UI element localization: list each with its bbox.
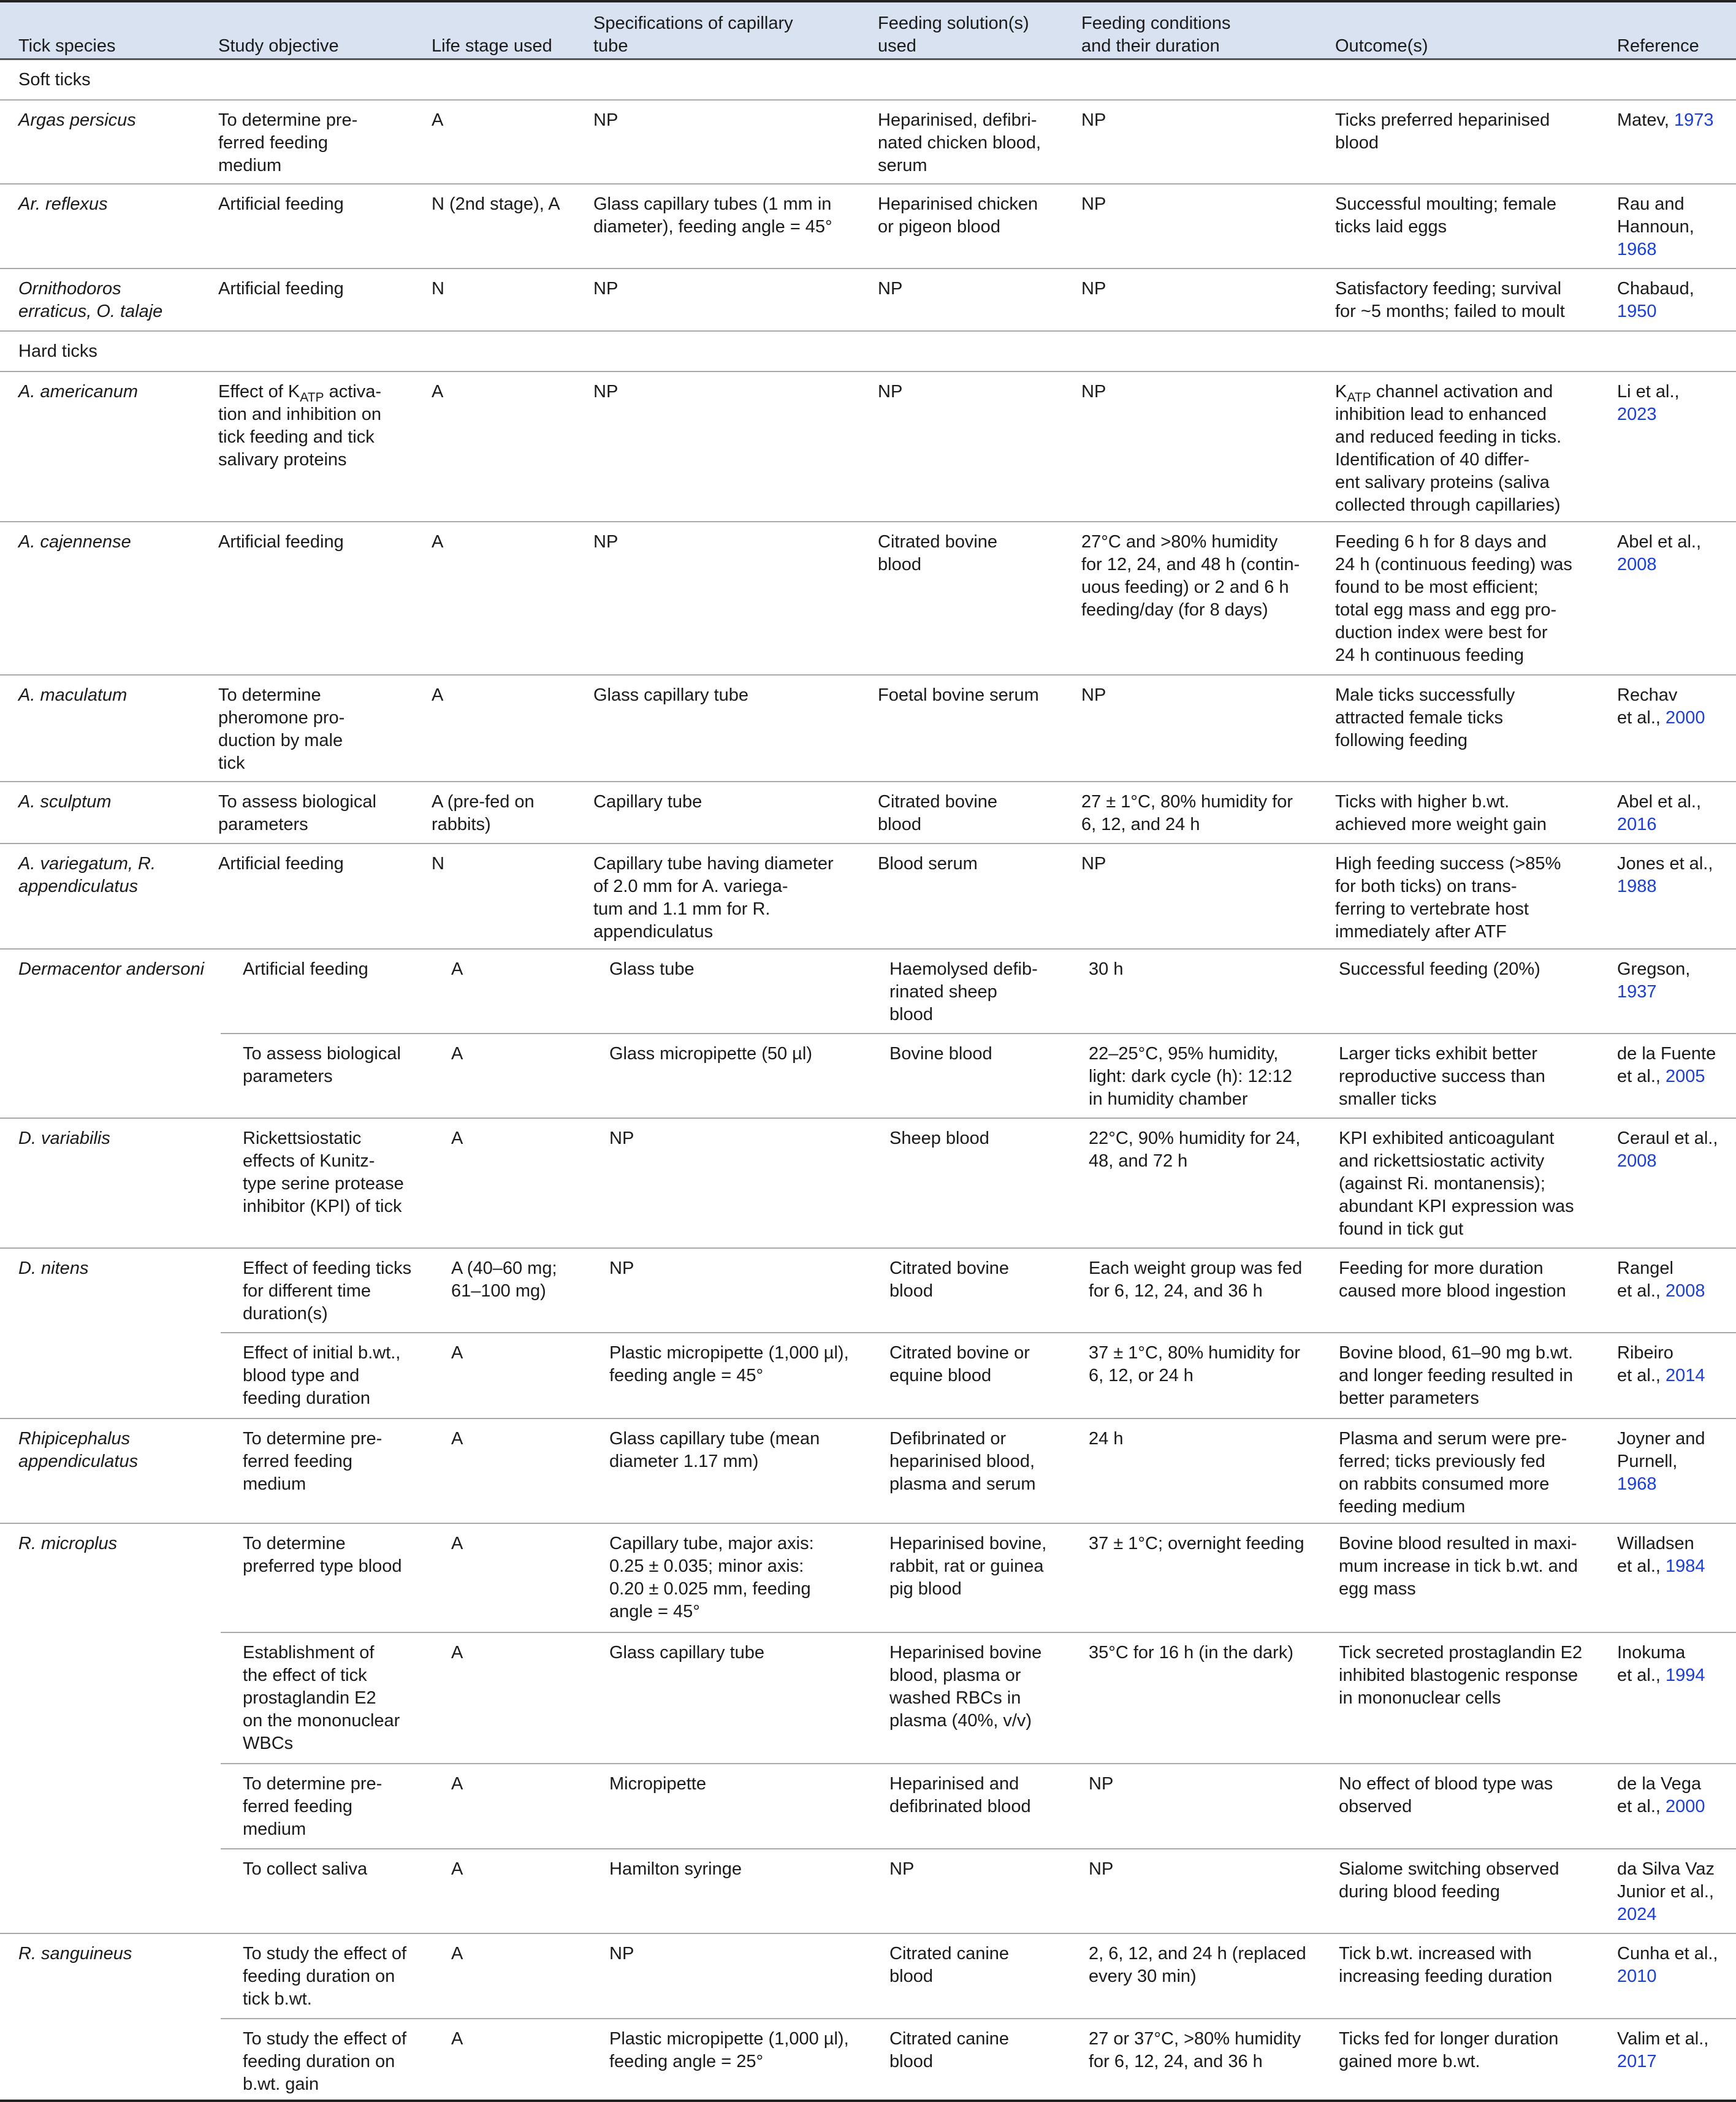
reference-cell: [1617, 958, 1690, 1003]
life-stage-cell: A: [451, 1534, 463, 1553]
feeding-solution-cell: Sheep blood: [889, 1129, 989, 1148]
life-stage-cell: N (2nd stage), A: [432, 194, 560, 214]
outcome-cell: Ticks fed for longer duration gained more b.wt.: [1339, 2029, 1559, 2071]
reference-cell: [1617, 1342, 1705, 1387]
reference-author: Rau and Hannoun,: [1617, 194, 1694, 237]
reference-author: Jones et al.,: [1617, 854, 1713, 874]
feeding-conditions-cell: 37 ± 1°C, 80% humidity for 6, 12, or 24 h: [1089, 1343, 1301, 1385]
feeding-solution-cell: Heparinised chicken or pigeon blood: [878, 194, 1038, 237]
feeding-solution-cell: Haemolysed defib- rinated sheep blood: [889, 959, 1038, 1024]
life-stage-cell: A: [432, 382, 444, 402]
life-stage-cell: A: [451, 959, 463, 979]
reference-year: 2005: [1666, 1067, 1705, 1086]
feeding-conditions-cell: 22–25°C, 95% humidity, light: dark cycle (h): 12:12 in humidity chamber: [1089, 1044, 1293, 1109]
reference-cell: [1617, 1257, 1705, 1303]
table-row: [0, 1333, 1736, 1419]
table-row: [0, 1524, 1736, 1633]
column-header: Outcome(s): [1335, 36, 1428, 56]
capillary-spec-cell: Glass capillary tube (mean diameter 1.17 mm): [609, 1429, 820, 1471]
objective-cell: To assess biological parameters: [218, 792, 376, 834]
feeding-solution-cell: Heparinised bovine, rabbit, rat or guinea pig blood: [889, 1534, 1047, 1599]
reference-year: 2000: [1666, 1797, 1705, 1816]
table-row: [0, 782, 1736, 844]
column-header: Reference: [1617, 36, 1699, 56]
objective-cell: Artificial feeding: [218, 279, 344, 299]
objective-cell: To determine pre- ferred feeding medium: [218, 110, 358, 175]
life-stage-cell: A: [451, 1343, 463, 1363]
capillary-spec-cell: Hamilton syringe: [609, 1859, 742, 1879]
feeding-solution-cell: Citrated canine blood: [889, 1944, 1010, 1986]
reference-author: da Silva Vaz Junior et al.,: [1617, 1859, 1715, 1902]
outcome-cell: Ticks preferred heparinised blood: [1335, 110, 1550, 153]
feeding-conditions-cell: 37 ± 1°C; overnight feeding: [1089, 1534, 1304, 1553]
feeding-solution-cell: Heparinised, defibri- nated chicken blood, serum: [878, 110, 1041, 175]
life-stage-cell: A: [451, 1643, 463, 1662]
reference-cell: [1617, 1533, 1705, 1578]
reference-year: 2023: [1617, 405, 1657, 424]
table-row: [0, 372, 1736, 522]
reference-year: 2016: [1617, 815, 1657, 834]
species-group-cell: Dermacentor andersoni: [0, 950, 221, 1119]
reference-cell: [1617, 1943, 1718, 1988]
reference-author: Cunha et al.,: [1617, 1944, 1718, 1963]
outcome-cell: Successful moulting; female ticks laid eggs: [1335, 194, 1557, 237]
objective-cell: Rickettsiostatic effects of Kunitz- type serine protease inhibitor (KPI) of tick: [243, 1129, 404, 1216]
life-stage-cell: A: [432, 532, 444, 552]
reference-cell: [1617, 684, 1705, 729]
reference-year: 2000: [1666, 708, 1705, 728]
reference-author: Li et al.,: [1617, 382, 1680, 402]
reference-author: Inokuma et al.,: [1617, 1643, 1686, 1685]
feeding-solution-cell: NP: [889, 1859, 915, 1879]
objective-cell: Effect of initial b.wt., blood type and feeding duration: [243, 1343, 401, 1408]
feeding-conditions-cell: NP: [1081, 279, 1106, 299]
column-header: Tick species: [18, 36, 116, 56]
feeding-conditions-cell: 2, 6, 12, and 24 h (replaced every 30 min): [1089, 1944, 1306, 1986]
outcome-cell: Sialome switching observed during blood feeding: [1339, 1859, 1559, 1902]
feeding-solution-cell: Heparinised and defibrinated blood: [889, 1774, 1031, 1816]
table-row: [0, 1934, 1736, 2019]
feeding-solution-cell: Heparinised bovine blood, plasma or washed RBCs in plasma (40%, v/v): [889, 1643, 1042, 1731]
objective-cell: Effect of $K_{ATP}$ activa- tion and inhibition on tick feeding and tick salivary proteins: [218, 382, 382, 470]
life-stage-cell: N: [432, 854, 444, 874]
feeding-solution-cell: Citrated bovine or equine blood: [889, 1343, 1030, 1385]
capillary-spec-cell: Capillary tube, major axis: 0.25 ± 0.035; minor axis: 0.20 ± 0.025 mm, feeding angle = 45°: [609, 1534, 814, 1621]
objective-cell: Artificial feeding: [218, 194, 344, 214]
reference-cell: [1617, 109, 1713, 132]
outcome-cell: Successful feeding (20%): [1339, 959, 1540, 979]
objective-cell: To collect saliva: [243, 1859, 368, 1879]
life-stage-cell: A: [432, 110, 444, 130]
table-row: [0, 522, 1736, 676]
objective-cell: Artificial feeding: [243, 959, 368, 979]
feeding-solution-cell: Defibrinated or heparinised blood, plasma and serum: [889, 1429, 1036, 1494]
reference-author: Abel et al.,: [1617, 792, 1702, 812]
reference-author: Valim et al.,: [1617, 2029, 1709, 2049]
objective-cell: To determine pre- ferred feeding medium: [243, 1774, 383, 1839]
capillary-spec-cell: NP: [609, 1259, 634, 1278]
species-cell: Argas persicus: [18, 110, 136, 130]
feeding-conditions-cell: NP: [1081, 194, 1106, 214]
capillary-spec-cell: Plastic micropipette (1,000 µl), feeding angle = 45°: [609, 1343, 849, 1385]
objective-cell: To assess biological parameters: [243, 1044, 401, 1086]
reference-author: Joyner and Purnell,: [1617, 1429, 1705, 1471]
capillary-spec-cell: NP: [593, 279, 619, 299]
outcome-cell: Bovine blood resulted in maxi- mum increase in tick b.wt. and egg mass: [1339, 1534, 1578, 1599]
species-cell: A. maculatum: [18, 685, 128, 705]
feeding-conditions-cell: 22°C, 90% humidity for 24, 48, and 72 h: [1089, 1129, 1301, 1171]
reference-year: 2024: [1617, 1905, 1657, 1924]
capillary-spec-cell: NP: [593, 110, 619, 130]
reference-cell: [1617, 2028, 1708, 2073]
reference-cell: [1617, 791, 1701, 836]
species-cell: A. variegatum, R. appendiculatus: [18, 854, 156, 896]
feeding-conditions-cell: 24 h: [1089, 1429, 1124, 1449]
objective-cell: To determine preferred type blood: [243, 1534, 402, 1576]
feeding-conditions-cell: 27 or 37°C, >80% humidity for 6, 12, 24, and 36 h: [1089, 2029, 1301, 2071]
table-row: [0, 1849, 1736, 1934]
species-cell: A. sculptum: [18, 792, 112, 812]
table-header-row: [0, 0, 1736, 60]
table-row: [0, 950, 1736, 1034]
table-row: [0, 269, 1736, 332]
feeding-conditions-cell: 27°C and >80% humidity for 12, 24, and 48 h (contin- uous feeding) or 2 and 6 h feeding/day (for 8 days): [1081, 532, 1300, 620]
reference-author: Chabaud,: [1617, 279, 1694, 299]
outcome-cell: Male ticks successfully attracted female ticks following feeding: [1335, 685, 1515, 750]
capillary-spec-cell: NP: [593, 532, 619, 552]
outcome-cell: High feeding success (>85% for both ticks) on trans- ferring to vertebrate host immediately after ATF: [1335, 854, 1561, 942]
feeding-solution-cell: NP: [878, 279, 903, 299]
feeding-solution-cell: Citrated bovine blood: [878, 532, 998, 574]
reference-year: 2017: [1617, 2052, 1657, 2071]
life-stage-cell: N: [432, 279, 444, 299]
life-stage-cell: A: [451, 1774, 463, 1794]
reference-author: Rechav et al.,: [1617, 685, 1678, 728]
reference-author: Willadsen et al.,: [1617, 1534, 1694, 1576]
reference-cell: [1617, 381, 1680, 426]
outcome-cell: Tick b.wt. increased with increasing feeding duration: [1339, 1944, 1553, 1986]
objective-cell: To study the effect of feeding duration on b.wt. gain: [243, 2029, 407, 2094]
column-header: Feeding solution(s) used: [878, 13, 1029, 56]
outcome-cell: Plasma and serum were pre- ferred; ticks previously fed on rabbits consumed more feeding medium: [1339, 1429, 1567, 1517]
feeding-solution-cell: Bovine blood: [889, 1044, 992, 1064]
capillary-spec-cell: Capillary tube: [593, 792, 702, 812]
reference-year: 2010: [1617, 1967, 1657, 1986]
reference-year: 1988: [1617, 877, 1657, 896]
capillary-spec-cell: Capillary tube having diameter of 2.0 mm for A. variega- tum and 1.1 mm for R. appendiculatus: [593, 854, 834, 942]
reference-year: 1968: [1617, 240, 1657, 259]
capillary-spec-cell: Glass tube: [609, 959, 695, 979]
reference-cell: [1617, 1642, 1705, 1687]
outcome-cell: Tick secreted prostaglandin E2 inhibited blastogenic response in mononuclear cells: [1339, 1643, 1583, 1708]
reference-author: Rangel et al.,: [1617, 1259, 1673, 1301]
objective-cell: Artificial feeding: [218, 854, 344, 874]
capillary-spec-cell: Glass capillary tube: [609, 1643, 765, 1662]
species-group-cell: Rhipicephalus appendiculatus: [0, 1419, 221, 1524]
table-row: [0, 185, 1736, 269]
reference-year: 1950: [1617, 302, 1657, 321]
column-header: Specifications of capillary tube: [593, 13, 793, 56]
reference-cell: [1617, 853, 1713, 898]
table-row: [0, 101, 1736, 185]
outcome-cell: Satisfactory feeding; survival for ~5 months; failed to moult: [1335, 279, 1565, 321]
reference-author: Matev,: [1617, 110, 1674, 130]
capillary-spec-cell: NP: [593, 382, 619, 402]
reference-year: 2008: [1666, 1281, 1705, 1301]
feeding-conditions-cell: 27 ± 1°C, 80% humidity for 6, 12, and 24 h: [1081, 792, 1293, 834]
species-cell: A. cajennense: [18, 532, 131, 552]
life-stage-cell: A: [451, 1044, 463, 1064]
outcome-cell: Bovine blood, 61–90 mg b.wt. and longer feeding resulted in better parameters: [1339, 1343, 1574, 1408]
reference-cell: [1617, 278, 1694, 323]
table-row: [0, 1034, 1736, 1119]
feeding-conditions-cell: NP: [1081, 854, 1106, 874]
feeding-conditions-cell: NP: [1081, 110, 1106, 130]
reference-year: 2014: [1666, 1366, 1705, 1385]
life-stage-cell: A: [451, 2029, 463, 2049]
feeding-solution-cell: Blood serum: [878, 854, 978, 874]
reference-year: 2008: [1617, 1151, 1657, 1171]
feeding-solution-cell: Citrated bovine blood: [889, 1259, 1010, 1301]
section-label: Hard ticks: [18, 341, 97, 361]
reference-year: 1994: [1666, 1666, 1705, 1685]
reference-cell: [1617, 1043, 1716, 1088]
reference-author: Ceraul et al.,: [1617, 1129, 1718, 1148]
reference-cell: [1617, 1773, 1705, 1818]
objective-cell: Establishment of the effect of tick prostaglandin E2 on the mononuclear WBCs: [243, 1643, 400, 1753]
capillary-spec-cell: Micropipette: [609, 1774, 706, 1794]
life-stage-cell: A: [451, 1429, 463, 1449]
capillary-spec-cell: Glass micropipette (50 µl): [609, 1044, 812, 1064]
reference-author: Ribeiro et al.,: [1617, 1343, 1673, 1385]
species-cell: Ar. reflexus: [18, 194, 108, 214]
outcome-cell: Larger ticks exhibit better reproductive success than smaller ticks: [1339, 1044, 1545, 1109]
outcome-cell: No effect of blood type was observed: [1339, 1774, 1553, 1816]
reference-author: de la Fuente et al.,: [1617, 1044, 1716, 1086]
reference-cell: [1617, 193, 1694, 261]
species-cell: A. americanum: [18, 382, 139, 402]
outcome-cell: Feeding for more duration caused more blood ingestion: [1339, 1259, 1566, 1301]
capillary-spec-cell: Glass capillary tube: [593, 685, 749, 705]
reference-cell: [1617, 1127, 1718, 1173]
reference-author: Abel et al.,: [1617, 532, 1702, 552]
reference-year: 1973: [1673, 110, 1714, 130]
table-row: [0, 1419, 1736, 1524]
reference-year: 2008: [1617, 555, 1657, 574]
table-row: [0, 2019, 1736, 2102]
reference-year: 1984: [1666, 1556, 1705, 1576]
reference-cell: [1617, 531, 1701, 576]
life-stage-cell: A: [451, 1129, 463, 1148]
species-cell: Ornithodoros erraticus, O. talaje: [18, 279, 163, 321]
objective-cell: Effect of feeding ticks for different time duration(s): [243, 1259, 412, 1323]
feeding-solution-cell: Citrated bovine blood: [878, 792, 998, 834]
objective-cell: To study the effect of feeding duration on tick b.wt.: [243, 1944, 407, 2009]
table-row: [0, 1633, 1736, 1764]
species-group-cell: R. microplus: [0, 1524, 221, 1934]
table-row: [0, 1249, 1736, 1333]
capillary-spec-cell: Plastic micropipette (1,000 µl), feeding angle = 25°: [609, 2029, 849, 2071]
table-row: [0, 844, 1736, 950]
species-group-cell: R. sanguineus: [0, 1934, 221, 2102]
species-group-cell: D. nitens: [0, 1249, 221, 1419]
feeding-conditions-cell: 35°C for 16 h (in the dark): [1089, 1643, 1293, 1662]
feeding-solution-cell: Foetal bovine serum: [878, 685, 1039, 705]
life-stage-cell: A: [432, 685, 444, 705]
feeding-conditions-cell: Each weight group was fed for 6, 12, 24, and 36 h: [1089, 1259, 1303, 1301]
column-header: Study objective: [218, 36, 339, 56]
life-stage-cell: A (pre-fed on rabbits): [432, 792, 535, 834]
reference-year: 1937: [1617, 982, 1657, 1002]
outcome-cell: Feeding 6 h for 8 days and 24 h (continuous feeding) was found to be most efficient; total egg mass and egg pro- duction index were best for 24 h continuous feeding: [1335, 532, 1572, 665]
column-header: Feeding conditions and their duration: [1081, 13, 1231, 56]
section-label: Soft ticks: [18, 70, 91, 89]
species-group-cell: D. variabilis: [0, 1119, 221, 1249]
outcome-cell: Ticks with higher b.wt. achieved more weight gain: [1335, 792, 1547, 834]
objective-cell: Artificial feeding: [218, 532, 344, 552]
capillary-spec-cell: NP: [609, 1944, 634, 1963]
feeding-conditions-cell: NP: [1081, 685, 1106, 705]
feeding-solution-cell: Citrated canine blood: [889, 2029, 1010, 2071]
outcome-cell: KPI exhibited anticoagulant and rickettsiostatic activity (against Ri. montanensis); abundant KPI expression was found in tick gut: [1339, 1129, 1574, 1239]
feeding-conditions-cell: NP: [1089, 1859, 1114, 1879]
column-header: Life stage used: [432, 36, 552, 56]
feeding-conditions-cell: NP: [1081, 382, 1106, 402]
reference-year: 1968: [1617, 1474, 1657, 1494]
table-row: [0, 1764, 1736, 1849]
table-row: [0, 1119, 1736, 1249]
capillary-spec-cell: NP: [609, 1129, 634, 1148]
feeding-solution-cell: NP: [878, 382, 903, 402]
capillary-spec-cell: Glass capillary tubes (1 mm in diameter), feeding angle = 45°: [593, 194, 832, 237]
life-stage-cell: A (40–60 mg; 61–100 mg): [451, 1259, 557, 1301]
section-row: [0, 332, 1736, 372]
reference-author: Gregson,: [1617, 959, 1691, 979]
feeding-conditions-cell: 30 h: [1089, 959, 1124, 979]
reference-cell: [1617, 1858, 1715, 1926]
outcome-cell: $K_{ATP}$ channel activation and inhibition lead to enhanced and reduced feeding in ticks. Identification of 40 differ- ent salivary proteins (saliva collected through capillaries): [1335, 382, 1562, 515]
reference-cell: [1617, 1428, 1705, 1496]
objective-cell: To determine pre- ferred feeding medium: [243, 1429, 383, 1494]
table-row: [0, 676, 1736, 782]
life-stage-cell: A: [451, 1859, 463, 1879]
objective-cell: To determine pheromone pro- duction by male tick: [218, 685, 345, 773]
feeding-conditions-cell: NP: [1089, 1774, 1114, 1794]
life-stage-cell: A: [451, 1944, 463, 1963]
reference-author: de la Vega et al.,: [1617, 1774, 1702, 1816]
section-row: [0, 60, 1736, 101]
